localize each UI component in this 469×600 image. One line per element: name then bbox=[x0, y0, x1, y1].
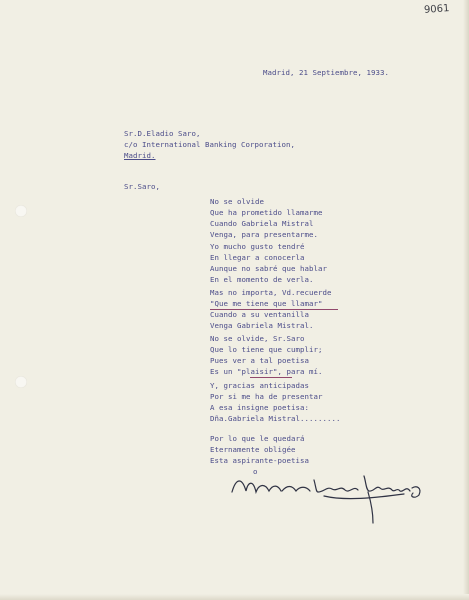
poem-line: Cuando Gabriela Mistral bbox=[210, 219, 314, 228]
poem-line: A esa insigne poetisa: bbox=[210, 403, 309, 412]
addressee-line-2: c/o International Banking Corporation, bbox=[124, 140, 295, 149]
punch-hole bbox=[15, 205, 27, 217]
poem-line: Que lo tiene que cumplir; bbox=[210, 345, 323, 354]
addressee-line-3: Madrid. bbox=[124, 151, 156, 160]
page-right-edge-shadow bbox=[463, 0, 469, 600]
addressee-line-1: Sr.D.Eladio Saro, bbox=[124, 129, 201, 138]
poem-line: Pues ver a tal poetisa bbox=[210, 356, 309, 365]
archive-number: 9061 bbox=[423, 3, 450, 16]
poem-line: Dña.Gabriela Mistral......... bbox=[210, 414, 341, 423]
poem-line: No se olvide, Sr.Saro bbox=[210, 334, 305, 343]
poem-line: Venga, para presentarme. bbox=[210, 230, 318, 239]
poem-line: "Que me tiene que llamar" bbox=[210, 299, 323, 308]
poem-line: Y, gracias anticipadas bbox=[210, 381, 309, 390]
poem-line: Yo mucho gusto tendré bbox=[210, 242, 305, 251]
poem-line: Venga Gabriela Mistral. bbox=[210, 321, 314, 330]
poem-line: En llegar a conocerla bbox=[210, 253, 305, 262]
closing-line: o bbox=[253, 467, 258, 476]
poem-line: Aunque no sabré que hablar bbox=[210, 264, 327, 273]
poem-line: Por si me ha de presentar bbox=[210, 392, 323, 401]
date-line: Madrid, 21 Septiembre, 1933. bbox=[263, 68, 389, 77]
poem-line: En el momento de verla. bbox=[210, 275, 314, 284]
page-bottom-edge-shadow bbox=[0, 594, 469, 600]
poem-line: Mas no importa, Vd.recuerde bbox=[210, 288, 332, 297]
poem-line: Es un "plaisir", para mí. bbox=[210, 367, 323, 376]
poem-line: Que ha prometido llamarme bbox=[210, 208, 323, 217]
handwritten-signature bbox=[226, 468, 426, 528]
salutation: Sr.Saro, bbox=[124, 182, 160, 191]
punch-hole bbox=[15, 376, 27, 388]
closing-line: Eternamente obligée bbox=[210, 445, 296, 454]
poem-line: No se olvide bbox=[210, 197, 264, 206]
underline-mark bbox=[250, 377, 292, 378]
closing-line: Esta aspirante-poetisa bbox=[210, 456, 309, 465]
closing-line: Por lo que le quedará bbox=[210, 434, 305, 443]
poem-line: Cuando a su ventanilla bbox=[210, 310, 309, 319]
